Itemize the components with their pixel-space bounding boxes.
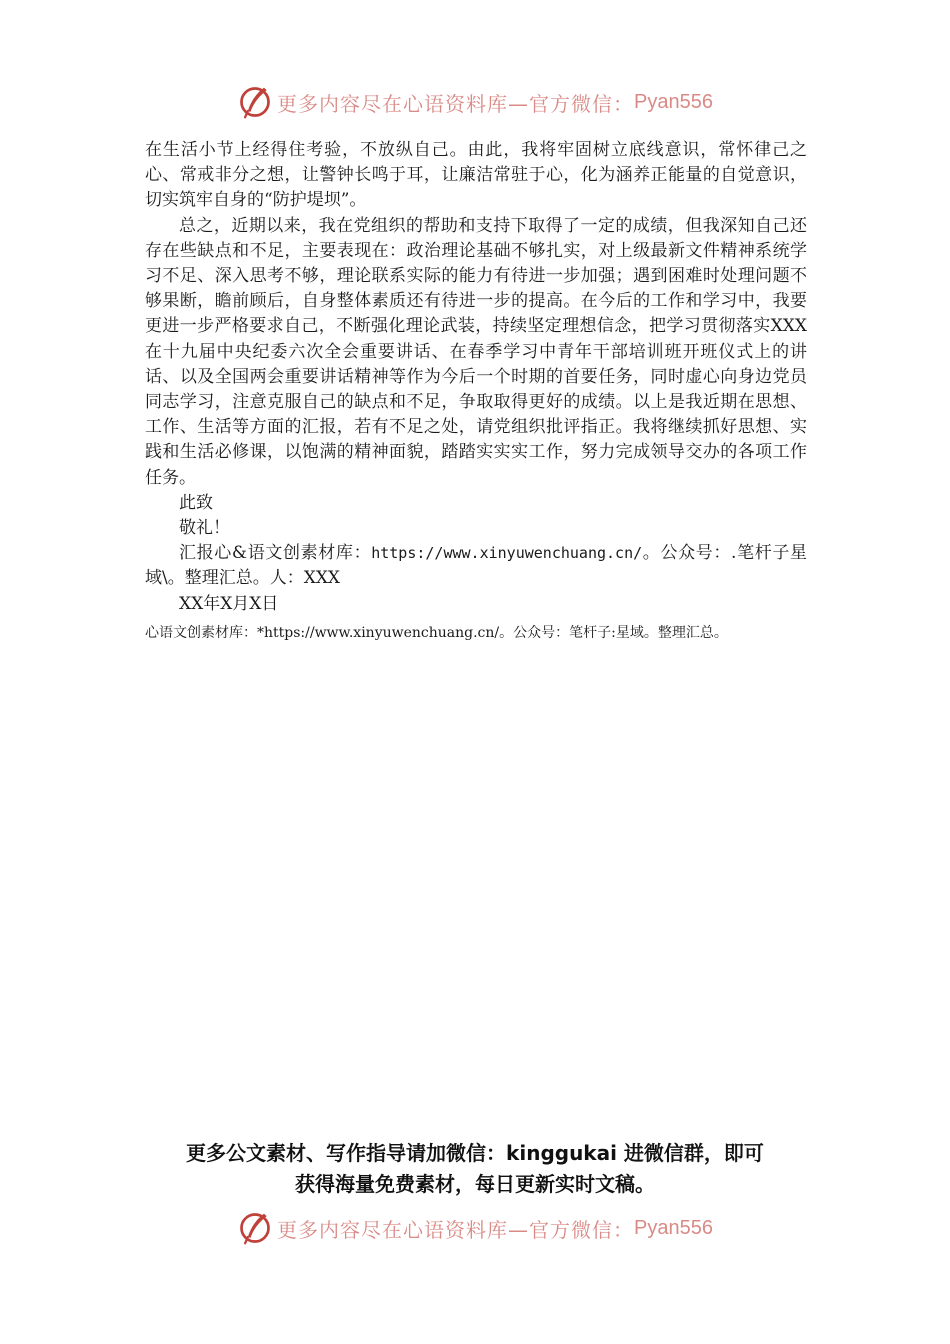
document-body: [145, 138, 807, 643]
quill-pen-icon: [237, 84, 273, 120]
source-footnote: 心语文创素材库：*https://www.xinyuwenchuang.cn/。公众号：笔杆子:星域。整理汇总。: [145, 624, 728, 641]
footer-banner-wechat: Pyan556: [634, 1216, 713, 1239]
document-date: XX年X月X日: [179, 593, 279, 614]
promo-block: [0, 1138, 950, 1200]
promo-line: 获得海量免费素材，每日更新实时文稿。: [295, 1172, 655, 1196]
signature-line: [145, 541, 807, 591]
header-banner-wechat: Pyan556: [634, 90, 713, 113]
body-paragraph: 总之，近期以来，我在党组织的帮助和支持下取得了一定的成绩，但我深知自己还存在些缺点和不足，主要表现在：政治理论基础不够扎实，对上级最新文件精神系统学习不足、深入思考不够，理论联系实际的能力有待进一步加强；遇到困难时处理问题不够果断，瞻前顾后，自身整体素质还有待进一步的提高。在今后的工作和学习中，我要更进一步严格要求自己，不断强化理论武装，持续坚定理想信念，把学习贯彻落实XXX在十九届中央纪委六次全会重要讲话、在春季学习中青年干部培训班开班仪式上的讲话、以及全国两会重要讲话精神等作为今后一个时期的首要任务，同时虚心向身边党员同志学习，注意克服自己的缺点和不足，争取取得更好的成绩。以上是我近期在思想、工作、生活等方面的汇报，若有不足之处，请党组织批评指正。我将继续抓好思想、实践和生活必修课，以饱满的精神面貌，踏踏实实实工作，努力完成领导交办的各项工作任务。: [145, 215, 807, 488]
body-paragraph: 在生活小节上经得住考验，不放纵自己。由此，我将牢固树立底线意识，常怀律己之心、常戒非分之想，让警钟长鸣于耳，让廉洁常驻于心，化为涵养正能量的自觉意识，切实筑牢自身的“防护堤坝”。: [145, 140, 807, 211]
closing-regards: 敬礼！: [179, 518, 230, 539]
closing-salutation: 此致: [179, 492, 213, 513]
header-watermark-banner: [0, 82, 950, 122]
signature-prefix: 汇报心&语文创素材库：: [179, 543, 372, 564]
quill-pen-icon: [237, 1210, 273, 1246]
footer-watermark-banner: [0, 1208, 950, 1248]
signature-suffix: 。公众号：.笔杆子星域\。整理汇总。人：XXX: [145, 543, 807, 589]
signature-url: https://www.xinyuwenchuang.cn/: [371, 544, 643, 563]
header-banner-text: 更多内容尽在心语资料库—官方微信：: [277, 91, 635, 116]
promo-line: 更多公文素材、写作指导请加微信：kinggukai 进微信群，即可: [186, 1141, 764, 1165]
footer-banner-text: 更多内容尽在心语资料库—官方微信：: [277, 1217, 635, 1242]
